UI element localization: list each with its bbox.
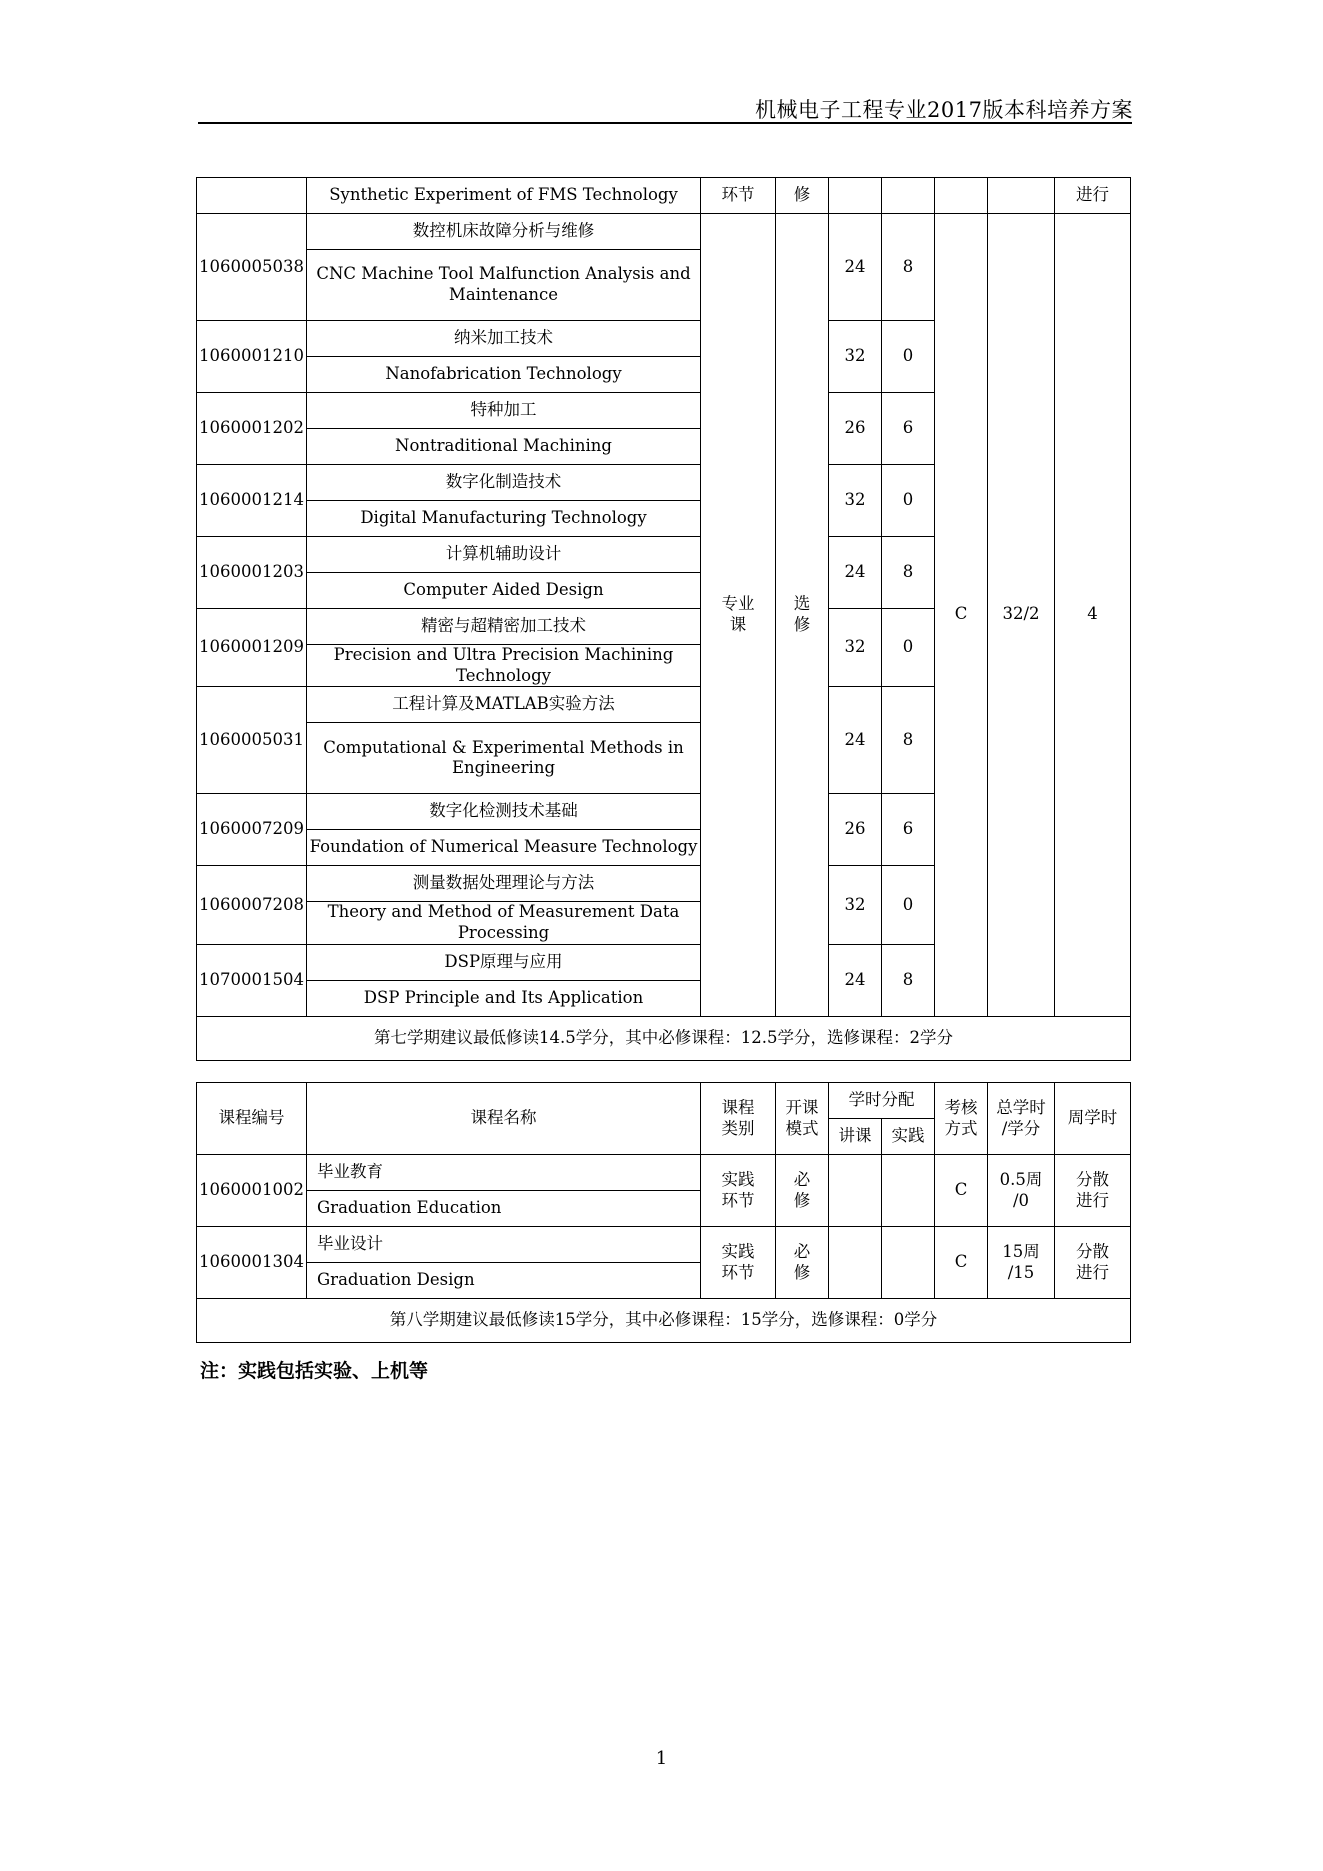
course-code: 1060001304 bbox=[197, 1227, 307, 1299]
course-mode-line-1: 必 bbox=[793, 1169, 811, 1189]
table-header-row bbox=[197, 1083, 1131, 1119]
course-type bbox=[701, 1155, 776, 1227]
course-code: 1060001002 bbox=[197, 1155, 307, 1227]
total-hours bbox=[988, 1155, 1055, 1227]
page-header-title: 机械电子工程专业2017版本科培养方案 bbox=[755, 98, 1133, 122]
course-name-en: Foundation of Numerical Measure Technology bbox=[307, 830, 701, 866]
header-total-hours-line-1: 总学时 bbox=[996, 1097, 1046, 1117]
course-code: 1060001202 bbox=[197, 393, 307, 465]
weekly-hours-line-1: 分散 bbox=[1076, 1169, 1109, 1189]
course-name-en: Computational & Experimental Methods in Engineering bbox=[307, 723, 701, 794]
header-total-hours bbox=[988, 1083, 1055, 1155]
lecture-hours bbox=[829, 1227, 882, 1299]
course-type-line-1: 实践 bbox=[721, 1169, 755, 1189]
course-mode-line-1: 必 bbox=[793, 1241, 811, 1261]
practice-hours bbox=[882, 178, 935, 214]
lecture-hours: 32 bbox=[829, 866, 882, 944]
semester-summary: 第七学期建议最低修读14.5学分，其中必修课程：12.5学分，选修课程：2学分 bbox=[197, 1016, 1131, 1060]
course-table-semester-8 bbox=[196, 1082, 1131, 1343]
header-total-hours-line-2: /学分 bbox=[1001, 1118, 1041, 1138]
total-hours-line-2: /15 bbox=[1007, 1262, 1035, 1282]
practice-hours: 8 bbox=[882, 687, 935, 794]
weekly-hours bbox=[1055, 1227, 1131, 1299]
assessment: C bbox=[935, 214, 988, 1017]
practice-hours: 6 bbox=[882, 794, 935, 866]
course-mode-line-2: 修 bbox=[793, 1262, 811, 1282]
course-name-en: Nontraditional Machining bbox=[307, 429, 701, 465]
weekly-hours: 进行 bbox=[1055, 178, 1131, 214]
course-name-cn: 精密与超精密加工技术 bbox=[307, 609, 701, 645]
course-mode-line-2: 修 bbox=[793, 614, 811, 634]
header-rule bbox=[198, 122, 1132, 124]
header-course-mode bbox=[776, 1083, 829, 1155]
header-assessment-line-1: 考核 bbox=[944, 1097, 978, 1117]
practice-hours: 8 bbox=[882, 214, 935, 321]
course-name-cn: DSP原理与应用 bbox=[307, 944, 701, 980]
header-hours-distribution: 学时分配 bbox=[829, 1083, 935, 1119]
table-row bbox=[197, 1155, 1131, 1191]
course-code: 1060001214 bbox=[197, 465, 307, 537]
header-course-name: 课程名称 bbox=[307, 1083, 701, 1155]
course-name-cn: 数字化检测技术基础 bbox=[307, 794, 701, 830]
course-code: 1060001209 bbox=[197, 609, 307, 687]
course-name-en: Synthetic Experiment of FMS Technology bbox=[307, 178, 701, 214]
course-name-cn: 毕业教育 bbox=[307, 1155, 701, 1191]
course-name-cn: 毕业设计 bbox=[307, 1227, 701, 1263]
lecture-hours: 24 bbox=[829, 537, 882, 609]
course-type bbox=[701, 214, 776, 1017]
header-practice: 实践 bbox=[882, 1119, 935, 1155]
practice-hours: 6 bbox=[882, 393, 935, 465]
course-code: 1060007209 bbox=[197, 794, 307, 866]
total-hours-line-1: 15周 bbox=[1002, 1241, 1040, 1261]
course-name-cn: 数控机床故障分析与维修 bbox=[307, 214, 701, 250]
weekly-hours-line-1: 分散 bbox=[1076, 1241, 1109, 1261]
total-hours-line-2: /0 bbox=[1012, 1190, 1030, 1210]
header-course-mode-line-1: 开课 bbox=[785, 1097, 819, 1117]
total-hours bbox=[988, 178, 1055, 214]
practice-hours bbox=[882, 1227, 935, 1299]
course-table-semester-7 bbox=[196, 177, 1131, 1061]
lecture-hours bbox=[829, 178, 882, 214]
header-course-mode-line-2: 模式 bbox=[785, 1118, 819, 1138]
header-lecture: 讲课 bbox=[829, 1119, 882, 1155]
course-name-cn: 特种加工 bbox=[307, 393, 701, 429]
course-type-line-2: 课 bbox=[729, 614, 747, 634]
assessment: C bbox=[935, 1227, 988, 1299]
course-name-en: Graduation Design bbox=[307, 1263, 701, 1299]
code-cell bbox=[197, 178, 307, 214]
table-row bbox=[197, 214, 1131, 250]
lecture-hours: 24 bbox=[829, 944, 882, 1016]
practice-hours bbox=[882, 1155, 935, 1227]
course-code: 1060001210 bbox=[197, 321, 307, 393]
course-type-line-2: 环节 bbox=[721, 1262, 755, 1282]
course-type-line-1: 专业 bbox=[721, 594, 755, 614]
header-assessment bbox=[935, 1083, 988, 1155]
weekly-hours bbox=[1055, 1155, 1131, 1227]
header-assessment-line-2: 方式 bbox=[944, 1118, 978, 1138]
course-name-en: CNC Machine Tool Malfunction Analysis and Maintenance bbox=[307, 250, 701, 321]
table-row bbox=[197, 1227, 1131, 1263]
lecture-hours: 32 bbox=[829, 609, 882, 687]
practice-hours: 0 bbox=[882, 321, 935, 393]
course-mode bbox=[776, 1227, 829, 1299]
header-course-type bbox=[701, 1083, 776, 1155]
course-mode-line-2: 修 bbox=[793, 1190, 811, 1210]
table-row bbox=[197, 1299, 1131, 1343]
practice-hours: 0 bbox=[882, 866, 935, 944]
assessment: C bbox=[935, 1155, 988, 1227]
course-name-en: Digital Manufacturing Technology bbox=[307, 501, 701, 537]
weekly-hours: 4 bbox=[1055, 214, 1131, 1017]
total-hours: 32/2 bbox=[988, 214, 1055, 1017]
lecture-hours: 24 bbox=[829, 214, 882, 321]
course-type: 环节 bbox=[701, 178, 776, 214]
course-name-en: DSP Principle and Its Application bbox=[307, 980, 701, 1016]
weekly-hours-line-2: 进行 bbox=[1076, 1190, 1109, 1210]
course-name-cn: 工程计算及MATLAB实验方法 bbox=[307, 687, 701, 723]
footnote: 注：实践包括实验、上机等 bbox=[200, 1360, 429, 1382]
lecture-hours: 26 bbox=[829, 794, 882, 866]
lecture-hours: 32 bbox=[829, 465, 882, 537]
header-course-type-line-2: 类别 bbox=[721, 1118, 755, 1138]
course-mode-line-1: 选 bbox=[793, 594, 811, 614]
practice-hours: 0 bbox=[882, 609, 935, 687]
course-name-cn: 测量数据处理理论与方法 bbox=[307, 866, 701, 902]
course-type-line-1: 实践 bbox=[721, 1241, 755, 1261]
practice-hours: 8 bbox=[882, 944, 935, 1016]
lecture-hours: 24 bbox=[829, 687, 882, 794]
page-number: 1 bbox=[655, 1748, 668, 1769]
course-code: 1070001504 bbox=[197, 944, 307, 1016]
total-hours bbox=[988, 1227, 1055, 1299]
course-name-cn: 计算机辅助设计 bbox=[307, 537, 701, 573]
header-course-type-line-1: 课程 bbox=[721, 1097, 755, 1117]
header-weekly-hours: 周学时 bbox=[1055, 1083, 1131, 1155]
course-type-line-2: 环节 bbox=[721, 1190, 755, 1210]
lecture-hours: 26 bbox=[829, 393, 882, 465]
course-name-cn: 数字化制造技术 bbox=[307, 465, 701, 501]
lecture-hours: 32 bbox=[829, 321, 882, 393]
assessment bbox=[935, 178, 988, 214]
course-name-en: Nanofabrication Technology bbox=[307, 357, 701, 393]
semester-summary: 第八学期建议最低修读15学分，其中必修课程：15学分，选修课程：0学分 bbox=[197, 1299, 1131, 1343]
course-type bbox=[701, 1227, 776, 1299]
practice-hours: 0 bbox=[882, 465, 935, 537]
course-name-en: Precision and Ultra Precision Machining Technology bbox=[307, 645, 701, 687]
header-course-code: 课程编号 bbox=[197, 1083, 307, 1155]
practice-hours: 8 bbox=[882, 537, 935, 609]
table-row bbox=[197, 178, 1131, 214]
lecture-hours bbox=[829, 1155, 882, 1227]
course-code: 1060005031 bbox=[197, 687, 307, 794]
weekly-hours-line-2: 进行 bbox=[1076, 1262, 1109, 1282]
course-code: 1060001203 bbox=[197, 537, 307, 609]
total-hours-line-1: 0.5周 bbox=[999, 1169, 1043, 1189]
course-name-cn: 纳米加工技术 bbox=[307, 321, 701, 357]
course-code: 1060007208 bbox=[197, 866, 307, 944]
course-code: 1060005038 bbox=[197, 214, 307, 321]
course-mode bbox=[776, 214, 829, 1017]
course-name-en: Computer Aided Design bbox=[307, 573, 701, 609]
table-row bbox=[197, 1016, 1131, 1060]
course-name-en: Theory and Method of Measurement Data Processing bbox=[307, 902, 701, 944]
course-mode: 修 bbox=[776, 178, 829, 214]
course-name-en: Graduation Education bbox=[307, 1191, 701, 1227]
course-mode bbox=[776, 1155, 829, 1227]
